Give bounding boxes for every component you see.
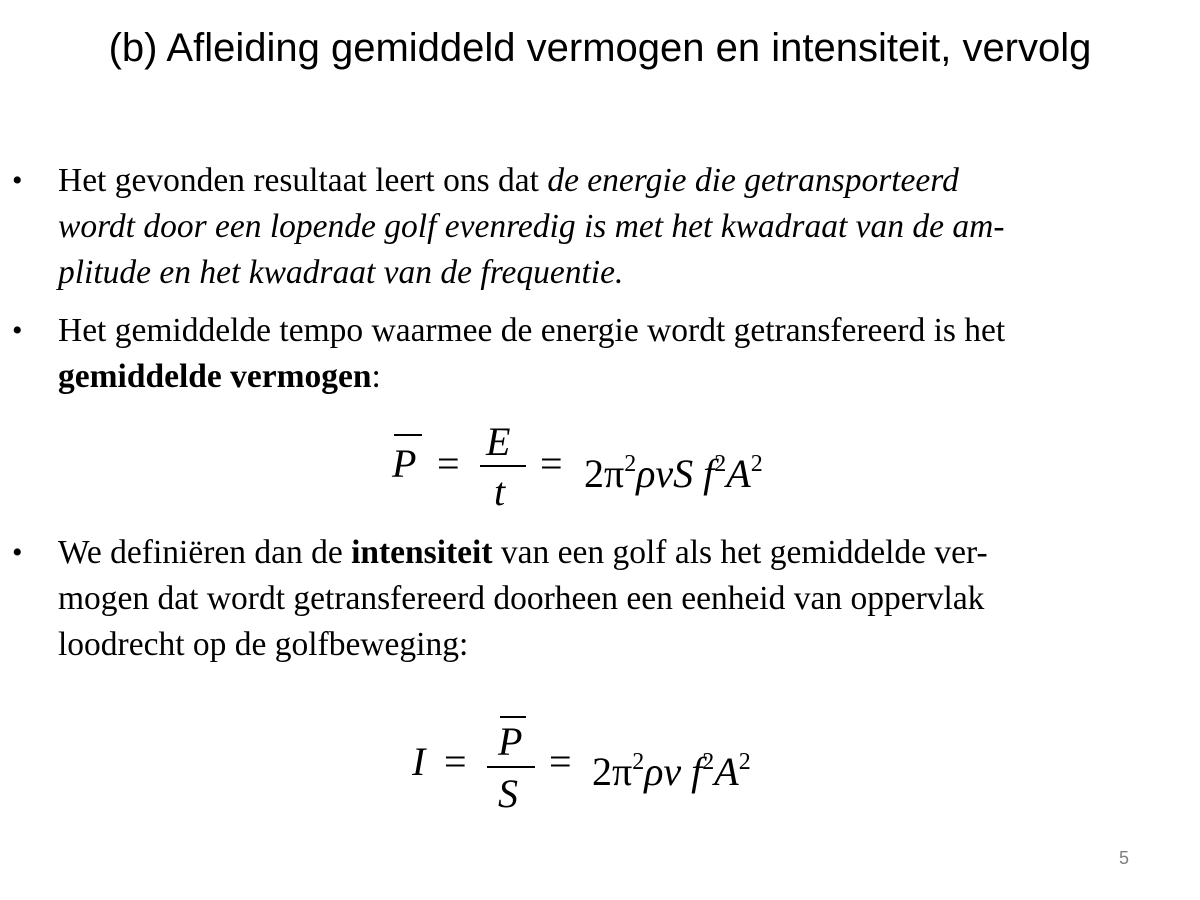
bullet-line — [58, 308, 1005, 354]
text-italic: plitude en het kwadraat van de frequentie. — [58, 254, 624, 291]
eq-equals: = — [437, 441, 460, 486]
eq-term: A — [726, 451, 751, 496]
text-normal: : — [371, 358, 381, 395]
bullet-line — [58, 250, 623, 296]
bullet-line — [58, 576, 984, 622]
eq-denominator: S — [498, 771, 518, 816]
page-number: 5 — [1118, 848, 1129, 868]
eq-exponent: 2 — [738, 749, 751, 775]
eq-equals: = — [540, 441, 563, 486]
fraction-bar — [487, 766, 535, 768]
slide-title: (b) Afleiding gemiddeld vermogen en intensiteit, vervolg — [108, 26, 1092, 70]
bullet-line — [58, 622, 468, 668]
text-italic: wordt door een lopende golf evenredig is met het kwadraat van de am- — [58, 208, 1005, 245]
eq-rhs — [592, 740, 751, 794]
eq-exponent: 2 — [714, 451, 727, 477]
text-normal: We definiëren dan de — [58, 534, 352, 571]
eq-term: A — [714, 749, 739, 794]
bullet-marker: • — [12, 536, 23, 569]
eq-numerator: E — [486, 419, 511, 464]
eq-exponent: 2 — [702, 749, 715, 775]
text-normal: Het gevonden resultaat leert ons dat — [58, 162, 548, 199]
bullet-line — [58, 158, 959, 204]
bullet-marker: • — [12, 164, 23, 197]
text-normal: Het gemiddelde tempo waarmee de energie wordt getransfereerd is het — [58, 312, 1006, 349]
bullet-line — [58, 354, 381, 400]
bullet-line — [58, 530, 988, 576]
eq-rhs — [584, 442, 763, 496]
eq-exponent: 2 — [632, 749, 645, 775]
text-normal: mogen dat wordt getransfereerd doorheen een eenheid van oppervlak — [58, 580, 985, 617]
eq-equals: = — [444, 739, 467, 784]
overbar — [500, 716, 526, 718]
equation-average-power — [0, 420, 1200, 520]
eq-term: 2π — [584, 451, 625, 496]
eq-exponent: 2 — [624, 451, 637, 477]
eq-equals: = — [549, 739, 572, 784]
text-bold: intensiteit — [351, 534, 493, 571]
text-normal: van een golf als het gemiddelde ver- — [492, 534, 988, 571]
eq-lhs: P — [392, 441, 417, 486]
text-italic: de energie die getransporteerd — [547, 162, 959, 199]
equation-intensity — [0, 710, 1200, 820]
text-bold: gemiddelde vermogen — [58, 358, 372, 395]
overbar — [394, 434, 422, 436]
eq-term: ρv f — [644, 749, 703, 794]
eq-exponent: 2 — [750, 451, 763, 477]
eq-denominator: t — [494, 469, 506, 514]
bullet-line — [58, 204, 1005, 250]
eq-term: 2π — [592, 749, 633, 794]
text-normal: loodrecht op de golfbeweging: — [58, 626, 469, 663]
eq-lhs: I — [412, 739, 426, 784]
eq-term: ρvS f — [636, 451, 715, 496]
eq-numerator: P — [498, 719, 523, 764]
bullet-marker: • — [12, 314, 23, 347]
fraction-bar — [480, 465, 526, 467]
